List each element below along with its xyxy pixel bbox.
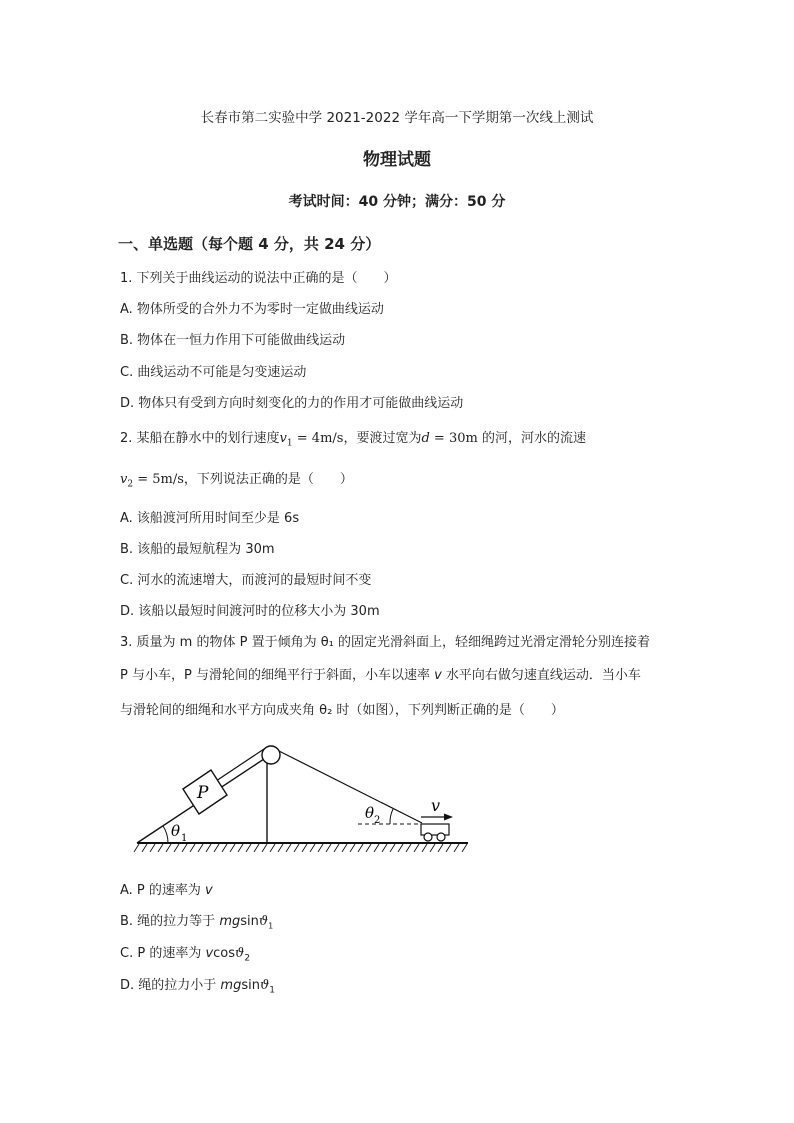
q3-option-b-sub: 1 [268,921,274,931]
q3-option-d-var: mg [220,978,242,993]
question-2-stem-line2 [120,468,353,490]
q3-option-c-text: C. P 的速率为 [120,946,206,961]
q3-line2-v: v [434,668,442,683]
q2-d-value: = 30m [429,431,478,446]
q3-option-d-text: D. 绳的拉力小于 [120,978,221,993]
theta2-arc [390,809,393,824]
question-2-stem-line1 [120,427,586,449]
q2-v2-symbol: v [120,472,128,487]
q2-d-symbol: d [421,431,430,446]
pulley-wheel [262,746,280,764]
q2-text-a: 2. 某船在静水中的划行速度 [120,431,280,446]
question-3-option-c [120,942,250,964]
incline-pulley-figure [130,738,480,858]
q3-line2-part-a: P 与小车，P 与滑轮间的细绳平行于斜面，小车以速率 [120,668,435,683]
label-theta1-sub: 1 [181,833,188,844]
question-1-option-b: B. 物体在一恒力作用下可能做曲线运动 [120,333,346,348]
subject-title: 物理试题 [363,150,431,170]
q3-option-d-fn: sin [241,978,260,993]
q2-v2-subscript: 2 [127,479,134,490]
q2-text-c: 的河，河水的流速 [477,431,586,446]
q3-option-b-sym: ϑ [258,914,269,929]
rope-to-cart [279,751,422,823]
school-title: 长春市第二实验中学 2021-2022 学年高一下学期第一次线上测试 [200,110,594,126]
question-2-option-d: D. 该船以最短时间渡河时的位移大小为 30m [120,604,380,619]
q2-text-d: ，下列说法正确的是（ ） [183,472,353,487]
section-title-single-choice: 一、单选题（每个题 4 分，共 24 分） [118,235,381,253]
question-3-stem-line2 [120,664,641,683]
question-3-stem-line1: 3. 质量为 m 的物体 P 置于倾角为 θ₁ 的固定光滑斜面上，轻细绳跨过光滑定滑轮分别连接着 [120,635,650,650]
q2-v1-subscript: 1 [286,438,293,449]
q3-option-c-fn: cos [213,946,236,961]
cart-body [421,824,449,835]
question-3-option-b [120,910,273,931]
question-3-option-d [120,974,275,996]
q3-option-c-sub: 2 [244,953,251,964]
velocity-arrow-head [444,814,453,821]
q3-option-b-fn: sin [240,914,259,929]
q3-line2-part-b: 水平向右做匀速直线运动．当小车 [441,668,641,683]
q3-option-c-var: v [205,946,214,961]
cart-wheel-right [437,833,445,841]
q3-option-b-var: mg [219,914,241,929]
question-2-option-a: A. 该船渡河所用时间至少是 6s [120,511,300,526]
question-1-option-c: C. 曲线运动不可能是匀变速运动 [120,365,307,380]
q3-option-d-sym: ϑ [259,978,270,993]
question-1-option-d: D. 物体只有受到方向时刻变化的力的作用才可能做曲线运动 [120,396,464,411]
question-2-option-b: B. 该船的最短航程为 30m [120,542,275,557]
q2-v1-symbol: v [279,431,287,446]
theta1-arc [163,826,168,843]
exam-time-info: 考试时间：40 分钟；满分：50 分 [288,194,506,210]
q3-option-c-sym: ϑ [235,946,245,961]
q2-v2-value: = 5m/s [133,472,184,487]
label-theta2-sub: 2 [374,815,381,826]
q3-option-b-text: B. 绳的拉力等于 [120,914,220,929]
question-3-option-a [120,879,213,898]
question-2-option-c: C. 河水的流速增大，而渡河的最短时间不变 [120,573,372,588]
question-1-stem: 1. 下列关于曲线运动的说法中正确的是（ ） [120,271,397,286]
q3-option-d-sub: 1 [269,985,275,996]
q2-v1-value: = 4m/s [292,431,344,446]
label-v: v [431,796,441,815]
label-p: P [197,783,209,803]
rope-to-block [216,749,264,781]
q3-option-a-text: A. P 的速率为 [120,883,206,898]
label-theta2: θ [365,804,375,822]
q3-option-a-var: v [205,883,213,898]
ground-hatching [134,844,467,852]
cart-wheel-left [424,833,432,841]
question-3-stem-line3: 与滑轮间的细绳和水平方向成夹角 θ₂ 时（如图），下列判断正确的是（ ） [120,703,564,718]
label-theta1: θ [171,822,181,840]
question-1-option-a: A. 物体所受的合外力不为零时一定做曲线运动 [120,302,384,317]
q2-text-b: ，要渡过宽为 [343,431,422,446]
